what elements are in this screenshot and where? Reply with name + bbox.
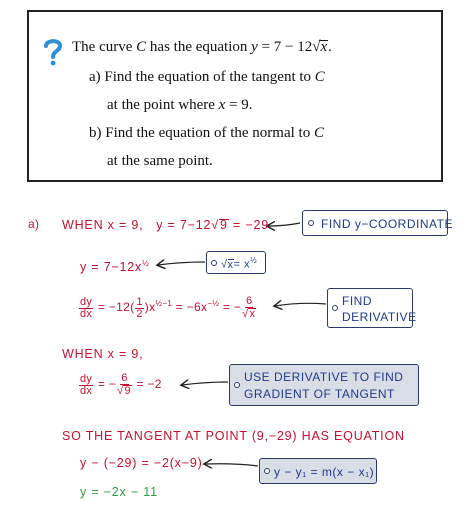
deriv-coef: = −12 (97, 300, 131, 315)
part-b-same-point: at the same point. (107, 153, 213, 169)
neg-half-exp: −½ (207, 299, 220, 309)
grad-dx: dx (80, 384, 93, 397)
gradient-value: = −2 (136, 377, 162, 392)
equation-radicand: x (320, 39, 328, 55)
solution-line-2 (80, 259, 150, 274)
grad-dydx-fraction (79, 374, 93, 397)
arrow-find-derivative (275, 303, 326, 306)
deriv-simplified: = −6x (175, 300, 208, 315)
grad-root-nine: 9 (124, 385, 131, 397)
arrow-root-rule (158, 262, 205, 265)
when-x-9-text: WHEN x = 9, (62, 218, 144, 232)
solution-line-1: WHEN x = 9, y = 7−12√9 = −29 (62, 218, 269, 232)
tag-use-derivative-line-2: GRADIENT OF TANGENT (244, 387, 395, 401)
y-substitution: y = 7−12 (156, 218, 212, 232)
curve-name: C (136, 39, 147, 55)
half-den: 2 (136, 307, 143, 320)
half-fraction (135, 297, 143, 320)
tag-line-formula (259, 458, 377, 484)
tag-find-derivative-line-2: DERIVATIVE (342, 310, 417, 324)
grad-dy: dy (80, 372, 93, 385)
tag-find-derivative (327, 288, 417, 328)
dx: dx (80, 307, 93, 320)
tag-find-y-text: FIND y−COORDINATE (321, 217, 453, 231)
tag-root-x: x (227, 258, 234, 271)
when-x-9-second: WHEN x = 9, (62, 347, 144, 361)
tag-root-exp: ½ (250, 256, 258, 265)
arrow-line-formula (205, 464, 258, 466)
part-a-point-text: at the point where (107, 97, 215, 113)
part-a-variable: x (218, 97, 226, 113)
deriv-final-eq: = − (222, 300, 242, 315)
six: 6 (245, 295, 253, 307)
part-b-text: b) Find the equation of the normal to (89, 125, 311, 141)
deriv-x-exp: ½−1 (155, 299, 173, 309)
grad-six: 6 (121, 372, 128, 384)
part-a-value: = 9. (229, 97, 253, 113)
equation-rhs: = 7 − 12 (261, 39, 313, 55)
rewritten-curve: y = 7−12x (80, 260, 143, 275)
six-over-root-x: $\frac{6}{√x}$ (242, 295, 256, 320)
tag-find-y-coordinate (302, 210, 453, 236)
dy: dy (80, 295, 93, 308)
tag-root-eq: = x (233, 258, 251, 271)
has-equation-text: has the equation (149, 39, 248, 55)
tangent-answer: y = −2x − 11 (80, 485, 158, 499)
part-b-curve: C (313, 125, 324, 141)
question-line-1: The curve C has the equation y = 7 − 12√x. (72, 39, 332, 55)
half-exponent: ½ (142, 259, 150, 268)
tag-root-rule: $√x= x^{\frac{1}{2}}$ (206, 251, 266, 274)
part-a-curve: C (314, 69, 325, 85)
dydx-fraction (79, 297, 93, 320)
deriv-x: x (149, 300, 156, 315)
tag-use-derivative-line-1: USE DERIVATIVE TO FIND (244, 370, 404, 384)
equation-lhs: y (251, 39, 258, 55)
six-over-root-nine: $\frac{6}{√9}$ (117, 372, 131, 397)
root-x: x (249, 308, 256, 320)
arrow-use-derivative (182, 382, 228, 385)
intro-text: The curve (72, 39, 133, 55)
tangent-point-slope: y − (−29) = −2(x−9) (80, 456, 203, 470)
part-a-text: a) Find the equation of the tangent to (89, 69, 312, 85)
equation-end: . (328, 39, 332, 55)
tag-use-derivative (229, 364, 419, 406)
tangent-statement: SO THE TANGENT AT POINT (9,−29) HAS EQUATION (62, 429, 405, 443)
half-num: 1 (136, 295, 143, 308)
tag-find-derivative-line-1: FIND (342, 294, 372, 308)
root-nine: 9 (219, 218, 228, 232)
tag-line-formula-text: y − y₁ = m(x − x₁) (274, 465, 375, 479)
solution-part-label: a) (28, 217, 40, 231)
grad-eq: = − (97, 377, 117, 392)
arrow-find-y (268, 223, 300, 226)
derivative-line: $\frac{dy}{dx}$ = −12( $\frac{1}{2}$ )$x^{\frac{1}{2}-1} = -6x^{-\frac{1}{2}}$ = − $\frac{6}{√x}$ (80, 295, 256, 320)
gradient-line (78, 373, 162, 397)
y-value: = −29 (233, 218, 269, 232)
